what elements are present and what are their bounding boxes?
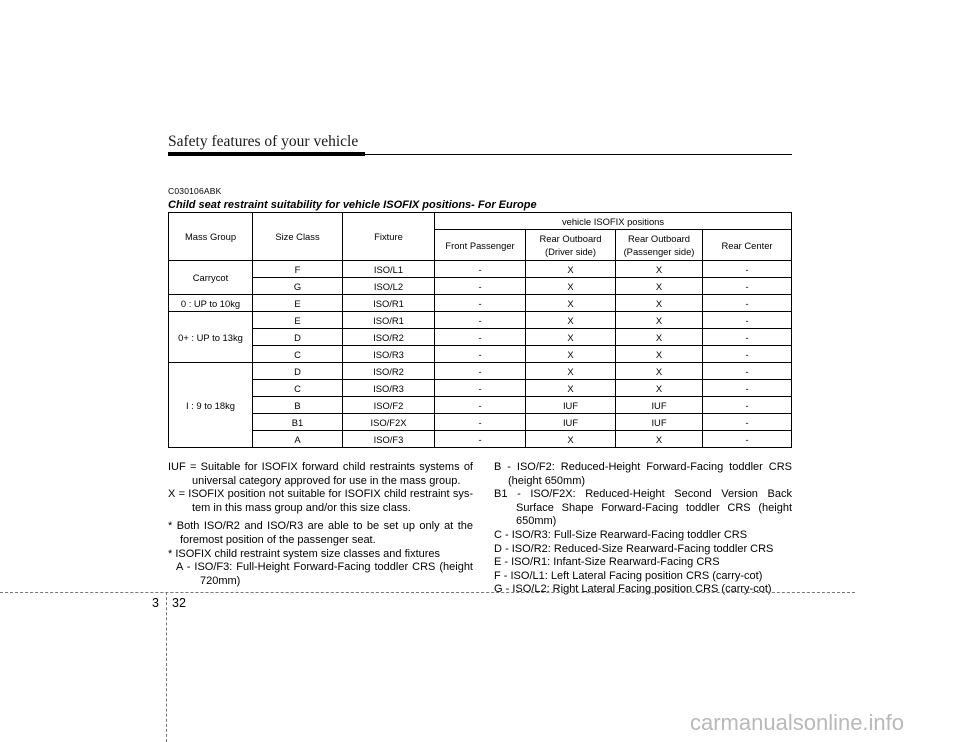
notes-left-column <box>168 461 473 588</box>
mass-group-cell: Carrycot <box>169 261 253 295</box>
footer-vertical-dashed-rule <box>166 592 167 742</box>
fixture-cell: ISO/R3 <box>343 380 435 397</box>
rear-outboard-driver-cell: X <box>526 278 616 295</box>
rear-outboard-passenger-cell: X <box>616 363 703 380</box>
rear-center-cell: - <box>703 431 792 448</box>
size-class-cell: B <box>253 397 343 414</box>
rear-center-cell: - <box>703 380 792 397</box>
note-size-class-b: B - ISO/F2: Reduced-Height Forward-Facing toddler CRS (height 650mm) <box>494 461 792 487</box>
rear-center-cell: - <box>703 346 792 363</box>
mass-group-cell: 0+ : UP to 13kg <box>169 312 253 363</box>
page-header-title: Safety features of your vehicle <box>168 133 359 150</box>
rear-outboard-passenger-cell: X <box>616 346 703 363</box>
mass-group-cell: 0 : UP to 10kg <box>169 295 253 312</box>
table-row <box>169 312 792 329</box>
size-class-cell: C <box>253 346 343 363</box>
fixture-cell: ISO/R1 <box>343 312 435 329</box>
note-size-class-d: D - ISO/R2: Reduced-Size Rearward-Facing toddler CRS <box>494 542 774 555</box>
front-passenger-cell: - <box>435 312 526 329</box>
front-passenger-cell: - <box>435 431 526 448</box>
header-rule-thin <box>365 154 792 155</box>
table-row <box>169 397 792 414</box>
header-rear-outboard-driver-line1: Rear Outboard <box>539 233 602 244</box>
table-row <box>169 295 792 312</box>
rear-outboard-driver-cell: X <box>526 261 616 278</box>
note-size-class-g: G - ISO/L2: Right Lateral Facing position CRS (carry-cot) <box>494 583 772 596</box>
size-class-cell: C <box>253 380 343 397</box>
header-rear-center: Rear Center <box>703 230 792 261</box>
fixture-cell: ISO/R2 <box>343 329 435 346</box>
rear-outboard-passenger-cell: X <box>616 295 703 312</box>
note-x-definition: X = ISOFIX position not suitable for ISOFIX child restraint sys-tem in this mass group and/or this size class. <box>168 488 473 514</box>
rear-outboard-passenger-cell: X <box>616 312 703 329</box>
table-row <box>169 380 792 397</box>
rear-center-cell: - <box>703 278 792 295</box>
mass-group-cell: I : 9 to 18kg <box>169 363 253 448</box>
size-class-cell: F <box>253 261 343 278</box>
note-size-classes-heading: * ISOFIX child restraint system size classes and fixtures <box>168 547 441 560</box>
rear-outboard-driver-cell: X <box>526 380 616 397</box>
front-passenger-cell: - <box>435 261 526 278</box>
size-class-cell: G <box>253 278 343 295</box>
watermark: carmanualsonline.info <box>690 710 905 735</box>
table-row <box>169 346 792 363</box>
size-class-cell: B1 <box>253 414 343 431</box>
rear-outboard-driver-cell: X <box>526 346 616 363</box>
header-rear-outboard-passenger <box>616 230 703 261</box>
rear-center-cell: - <box>703 295 792 312</box>
fixture-cell: ISO/F3 <box>343 431 435 448</box>
rear-outboard-passenger-cell: IUF <box>616 397 703 414</box>
note-size-class-b1: B1 - ISO/F2X: Reduced-Height Second Version Back Surface Shape Forward-Facing toddler CRS (height 650mm) <box>494 488 792 528</box>
header-rear-outboard-driver-line2: (Driver side) <box>544 246 597 257</box>
rear-outboard-driver-cell: X <box>526 312 616 329</box>
table-row <box>169 329 792 346</box>
rear-outboard-driver-cell: IUF <box>526 414 616 431</box>
rear-outboard-driver-cell: X <box>526 295 616 312</box>
fixture-cell: ISO/L1 <box>343 261 435 278</box>
front-passenger-cell: - <box>435 329 526 346</box>
fixture-cell: ISO/L2 <box>343 278 435 295</box>
size-class-cell: D <box>253 329 343 346</box>
note-iuf-definition: IUF = Suitable for ISOFIX forward child restraints systems of universal category approved for use in the mass group. <box>168 461 473 487</box>
header-rear-outboard-passenger-line1: Rear Outboard <box>627 233 690 244</box>
table-row <box>169 278 792 295</box>
rear-outboard-passenger-cell: IUF <box>616 414 703 431</box>
note-size-class-c: C - ISO/R3: Full-Size Rearward-Facing toddler CRS <box>494 528 748 541</box>
rear-center-cell: - <box>703 312 792 329</box>
footer-dashed-rule <box>0 592 855 593</box>
rear-outboard-passenger-cell: X <box>616 278 703 295</box>
fixture-cell: ISO/F2X <box>343 414 435 431</box>
note-size-class-f: F - ISO/L1: Left Lateral Facing position CRS (carry-cot) <box>494 569 763 582</box>
front-passenger-cell: - <box>435 397 526 414</box>
fixture-cell: ISO/R2 <box>343 363 435 380</box>
size-class-cell: E <box>253 312 343 329</box>
header-fixture: Fixture <box>343 213 435 261</box>
document-code: C030106ABK <box>168 186 222 196</box>
front-passenger-cell: - <box>435 346 526 363</box>
note-size-class-e: E - ISO/R1: Infant-Size Rearward-Facing CRS <box>494 556 720 569</box>
fixture-cell: ISO/R3 <box>343 346 435 363</box>
rear-outboard-driver-cell: IUF <box>526 397 616 414</box>
table-row <box>169 431 792 448</box>
rear-outboard-driver-cell: X <box>526 363 616 380</box>
rear-outboard-passenger-cell: X <box>616 380 703 397</box>
table-row <box>169 363 792 380</box>
size-class-cell: D <box>253 363 343 380</box>
front-passenger-cell: - <box>435 414 526 431</box>
rear-center-cell: - <box>703 414 792 431</box>
front-passenger-cell: - <box>435 278 526 295</box>
header-rear-outboard-passenger-line2: (Passenger side) <box>623 246 695 257</box>
fixture-cell: ISO/F2 <box>343 397 435 414</box>
rear-outboard-passenger-cell: X <box>616 261 703 278</box>
table-row <box>169 261 792 278</box>
size-class-cell: A <box>253 431 343 448</box>
header-mass-group: Mass Group <box>169 213 253 261</box>
rear-outboard-driver-cell: X <box>526 431 616 448</box>
front-passenger-cell: - <box>435 380 526 397</box>
table-row <box>169 414 792 431</box>
page-number: 32 <box>172 596 186 610</box>
rear-outboard-passenger-cell: X <box>616 431 703 448</box>
fixture-cell: ISO/R1 <box>343 295 435 312</box>
header-size-class: Size Class <box>253 213 343 261</box>
isofix-suitability-table <box>168 212 792 448</box>
page-chapter-number: 3 <box>152 596 159 610</box>
rear-center-cell: - <box>703 363 792 380</box>
rear-center-cell: - <box>703 261 792 278</box>
rear-center-cell: - <box>703 329 792 346</box>
note-size-class-a: A - ISO/F3: Full-Height Forward-Facing toddler CRS (height 720mm) <box>176 561 473 587</box>
header-vehicle-isofix-positions: vehicle ISOFIX positions <box>435 213 792 230</box>
note-r2-r3-position: * Both ISO/R2 and ISO/R3 are able to be set up only at the foremost position of the passenger seat. <box>168 520 473 546</box>
front-passenger-cell: - <box>435 363 526 380</box>
header-front-passenger: Front Passenger <box>435 230 526 261</box>
rear-center-cell: - <box>703 397 792 414</box>
table-title: Child seat restraint suitability for vehicle ISOFIX positions- For Europe <box>168 199 537 211</box>
size-class-cell: E <box>253 295 343 312</box>
header-rear-outboard-driver <box>526 230 616 261</box>
front-passenger-cell: - <box>435 295 526 312</box>
rear-outboard-driver-cell: X <box>526 329 616 346</box>
rear-outboard-passenger-cell: X <box>616 329 703 346</box>
header-rule-thick <box>168 152 365 156</box>
notes-right-column <box>494 461 792 597</box>
